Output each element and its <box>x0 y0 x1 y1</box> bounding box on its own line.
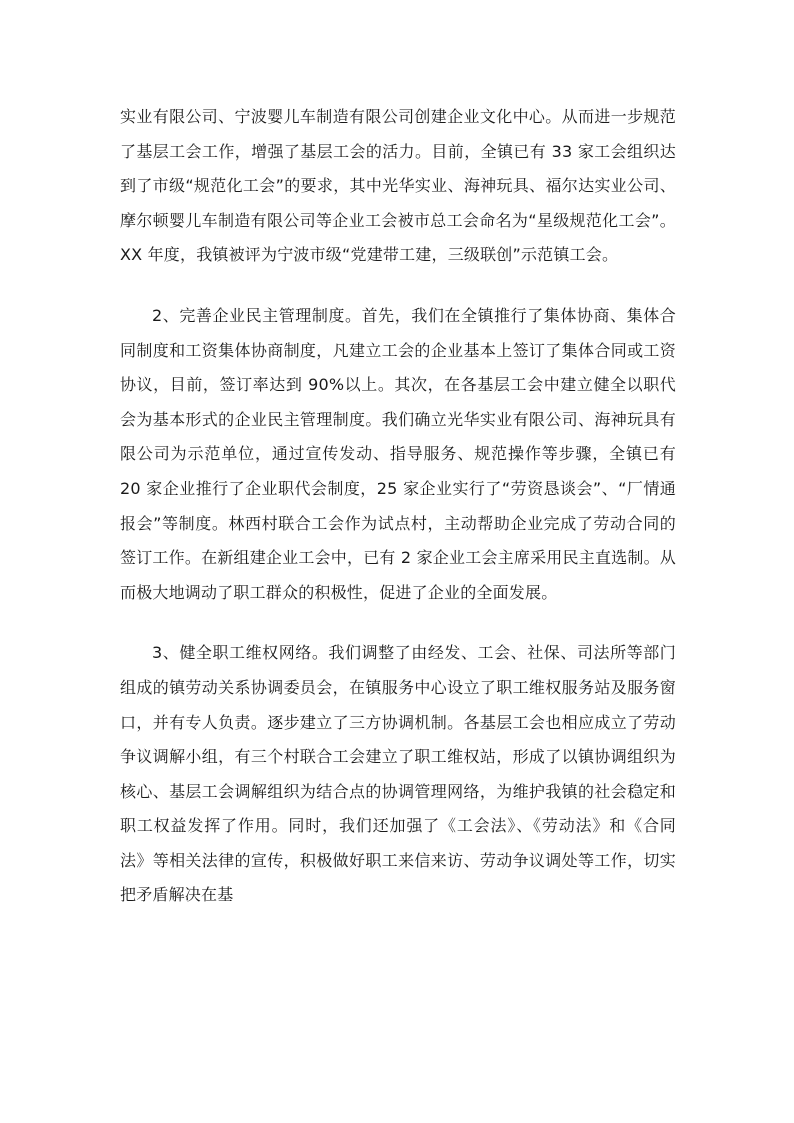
paragraph-democratic-management: 2、完善企业民主管理制度。首先，我们在全镇推行了集体协商、集体合同制度和工资集体协商制度，凡建立工会的企业基本上签订了集体合同或工资协议，目前，签订率达到 90%以上。其次，在各基层工会中建立健全以职代会为基本形式的企业民主管理制度。我们确立光华实业有限公司、海神玩具有限公司为示范单位，通过宣传发动、指导服务、规范操作等步骤，全镇已有 20 家企业推行了企业职代会制度，25 家企业实行了“劳资恳谈会”、“厂情通报会”等制度。林西村联合工会作为试点村，主动帮助企业完成了劳动合同的签订工作。在新组建企业工会中，已有 2 家企业工会主席采用民主直选制。从而极大地调动了职工群众的积极性，促进了企业的全面发展。 <box>120 305 676 602</box>
paragraph-continuation: 实业有限公司、宁波婴儿车制造有限公司创建企业文化中心。从而进一步规范了基层工会工作，增强了基层工会的活力。目前，全镇已有 33 家工会组织达到了市级“规范化工会”的要求，其中光华实业、海神玩具、福尔达实业公司、摩尔顿婴儿车制造有限公司等企业工会被市总工会命名为“星级规范化工会”。XX 年度，我镇被评为宁波市级“党建带工建，三级联创”示范镇工会。 <box>120 107 676 265</box>
paragraph-rights-network: 3、健全职工维权网络。我们调整了由经发、工会、社保、司法所等部门组成的镇劳动关系协调委员会，在镇服务中心设立了职工维权服务站及服务窗口，并有专人负责。逐步建立了三方协调机制。各基层工会也相应成立了劳动争议调解小组，有三个村联合工会建立了职工维权站，形成了以镇协调组织为核心、基层工会调解组织为结合点的协调管理网络，为维护我镇的社会稳定和职工权益发挥了作用。同时，我们还加强了《工会法》、《劳动法》和《合同法》等相关法律的宣传，积极做好职工来信来访、劳动争议调处等工作，切实把矛盾解决在基 <box>120 643 676 905</box>
document-page <box>120 100 676 939</box>
